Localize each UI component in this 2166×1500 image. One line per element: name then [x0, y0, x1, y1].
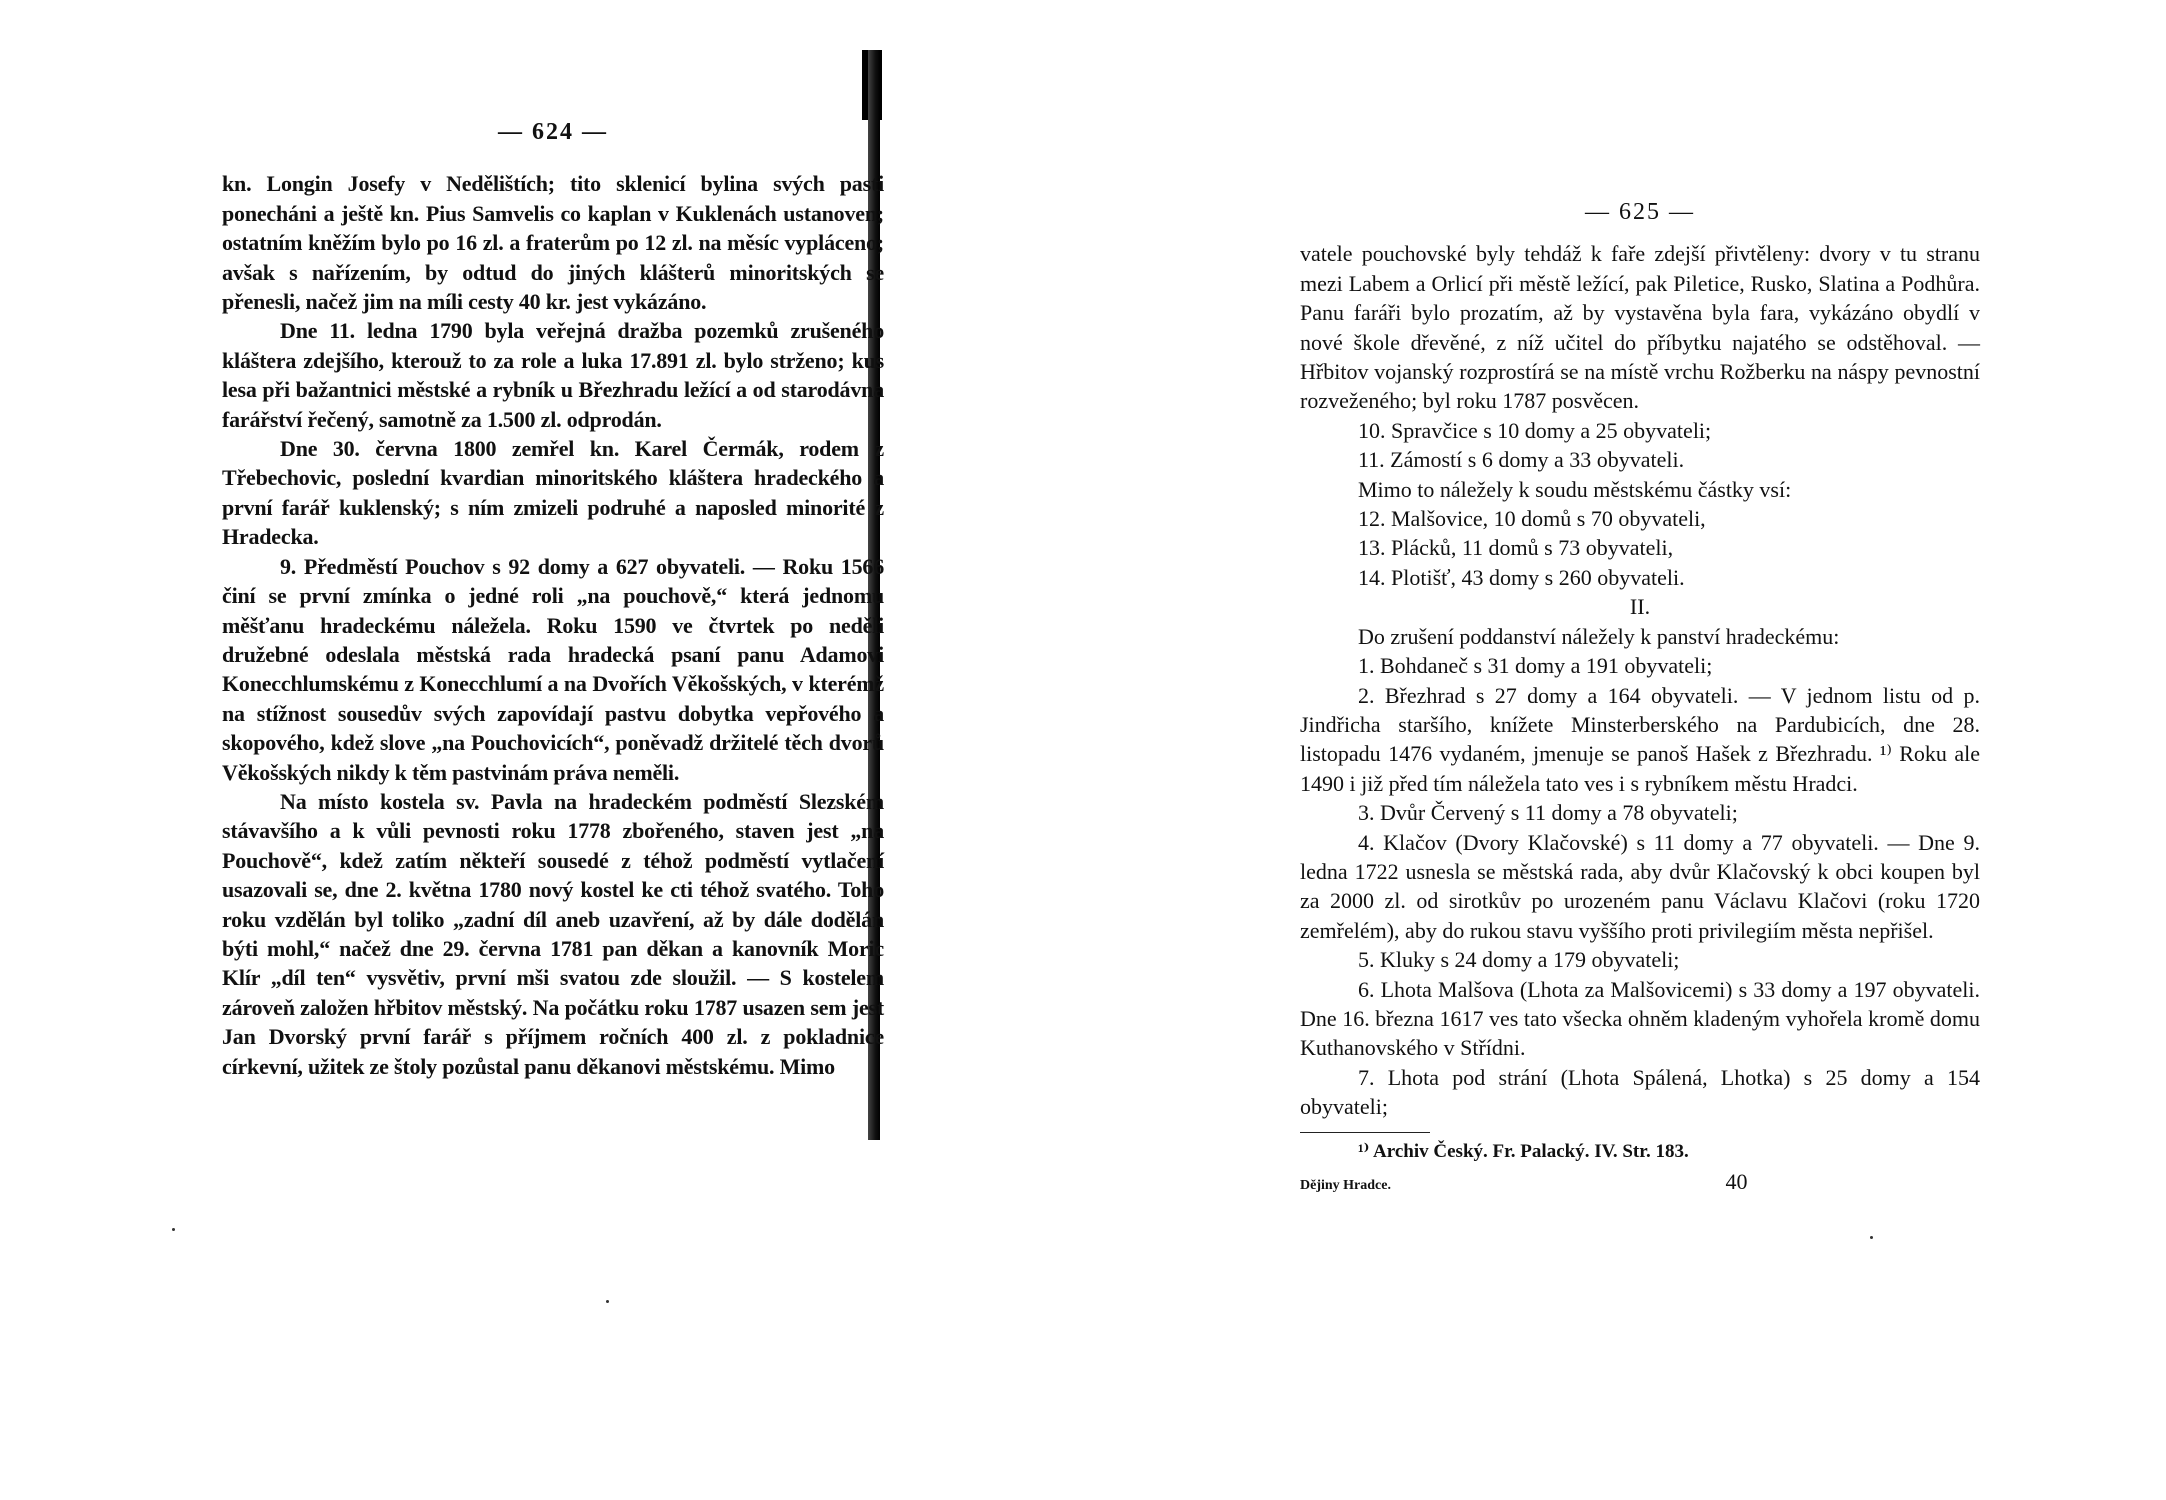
paragraph: Do zrušení poddanství náležely k panství hradeckému:: [1358, 623, 1840, 649]
paragraph: 5. Kluky s 24 domy a 179 obyvateli;: [1358, 947, 1680, 973]
page-number: — 624 —: [498, 119, 608, 145]
footnote-rule: [1300, 1132, 1430, 1133]
paragraph: Na místo kostela sv. Pavla na hradeckém podměstí Slezském stávavšího a k vůli pevnosti roku 1778 zbořeného, staven jest „na Pouchově“, kdež zatím někteří sousedé z téhož podměstí vytlačení usazovali se, dne 2. května 1780 nový kostel ke cti téhož svatého. Toho roku vzdělán byl toliko „zadní díl aneb uzavření, až by dále dodělán býti mohl,“ načež dne 29. června 1781 pan děkan a kanovník Moric Klír „díl ten“ vysvětiv, první mši svatou zde sloužil. — S kostelem zároveň založen hřbitov městský. Na počátku roku 1787 usazen sem jest Jan Dvorský první farář s příjmem ročních 400 zl. z pokladnice církevní, užitek ze štoly pozůstal panu děkanovi městskému. Mimo: [222, 788, 884, 1079]
paragraph: 10. Spravčice s 10 domy a 25 obyvateli;: [1358, 417, 1712, 443]
sheet-signature: 40: [1725, 1168, 1748, 1194]
page-number: — 625 —: [1585, 199, 1695, 225]
paragraph: 2. Březhrad s 27 domy a 164 obyvateli. — V jednom listu od p. Jindřicha staršího, knížete Minsterberského na Pardubicích, dne 28. listopadu 1476 vydaném, jmenuje se panoš Hašek z Březhradu. ¹⁾ Roku ale 1490 i již před tím náležela tato ves i s rybníkem městu Hradci.: [1300, 682, 1980, 796]
page-body: [1300, 239, 1980, 1121]
paragraph: Dne 30. června 1800 zemřel kn. Karel Čermák, rodem z Třebechovic, poslední kvardian minoritského kláštera hradeckého a první farář kuklenský; s ním zmizeli podruhé a naposled minorité z Hradecka.: [222, 436, 884, 550]
footnote: ¹⁾ Archiv Český. Fr. Palacký. IV. Str. 183.: [1358, 1140, 1689, 1162]
right-page: [1300, 198, 1980, 1200]
scan-speck: [606, 1300, 609, 1303]
paragraph: 13. Plácků, 11 domů s 73 obyvateli,: [1358, 535, 1674, 561]
paragraph: kn. Longin Josefy v Nedělištích; tito sklenicí bylina svých pasti ponecháni a ještě kn. Pius Samvelis co kaplan v Kuklenách ustanoven; ostatním kněžím bylo po 16 zl. a fraterům po 12 zl. na měsíc vypláceno; avšak s nařízením, by odtud do jiných klášterů minoritských se přenesli, načež jim na míli cesty 40 kr. jest vykázáno.: [222, 171, 884, 315]
paragraph: 14. Plotišť, 43 domy s 260 obyvateli.: [1358, 564, 1685, 590]
paragraph: 9. Předměstí Pouchov s 92 domy a 627 obyvateli. — Roku 1566 činí se první zmínka o jedné roli „na pouchově,“ která jednomu měšťanu hradeckému náležela. Roku 1590 ve čtvrtek po neděli družebné odeslala městská rada hradecká psaní panu Adamovi Konecchlumskému z Konecchlumí a na Dvořích Věkošských, v kterémž na stížnost sousedův svých zapovídají pastvu dobytka vepřového a skopového, kdež slove „na Pouchovicích“, poněvadž držitelé těch dvorů Věkošských nikdy k těm pastvinám práva neměli.: [222, 553, 884, 785]
paragraph: 1. Bohdaneč s 31 domy a 191 obyvateli;: [1358, 653, 1713, 679]
source-line: Dějiny Hradce.: [1300, 1177, 1391, 1193]
paragraph: Mimo to náležely k soudu městskému částky vsí:: [1358, 476, 1792, 502]
paragraph: 6. Lhota Malšova (Lhota za Malšovicemi) s 33 domy a 197 obyvateli. Dne 16. března 1617 ves tato všecka ohněm kladeným vyhořela kromě domu Kuthanovského v Střídni.: [1300, 976, 1980, 1061]
paragraph: 3. Dvůr Červený s 11 domy a 78 obyvateli;: [1358, 800, 1738, 826]
scan-speck: [172, 1228, 175, 1231]
paragraph: 4. Klačov (Dvory Klačovské) s 11 domy a 77 obyvateli. — Dne 9. ledna 1722 usnesla se městská rada, aby dvůr Klačovský k obci koupen byl za 2000 zl. od sirotkův po urozeném panu Václavu Klačovi (roku 1720 zemřelém), aby do rukou stavu vyššího proti privilegiím města nepřišel.: [1300, 829, 1980, 943]
left-page: [222, 118, 884, 1081]
paragraph: vatele pouchovské byly tehdáž k faře zdejší přivtěleny: dvory v tu stranu mezi Labem a Orlicí při městě ležící, pak Piletice, Rusko, Slatina a Podhůra. Panu faráři bylo prozatím, až by vystavěna byla fara, vykázáno obydlí v nové škole dřevěné, z níž učitel do příbytku najatého se odstěhoval. — Hřbitov vojanský rozprostírá se na místě vrchu Rožberku na náspy pevnostní rozveženého; byl roku 1787 posvěcen.: [1300, 241, 1980, 414]
paragraph: 7. Lhota pod strání (Lhota Spálená, Lhotka) s 25 domy a 154 obyvateli;: [1300, 1064, 1980, 1120]
page-body: [222, 169, 884, 1081]
paragraph: II.: [1629, 594, 1651, 620]
paragraph: 11. Zámostí s 6 domy a 33 obyvateli.: [1358, 447, 1685, 473]
paragraph: Dne 11. ledna 1790 byla veřejná dražba pozemků zrušeného kláštera zdejšího, kterouž to za role a luka 17.891 zl. bylo strženo; kus lesa při bažantnici městské a rybník u Březhradu ležící a od starodávna farářství řečený, samotně za 1.500 zl. odprodán.: [222, 318, 884, 432]
scan-speck: [1870, 1236, 1873, 1239]
paragraph: 12. Malšovice, 10 domů s 70 obyvateli,: [1358, 506, 1706, 532]
